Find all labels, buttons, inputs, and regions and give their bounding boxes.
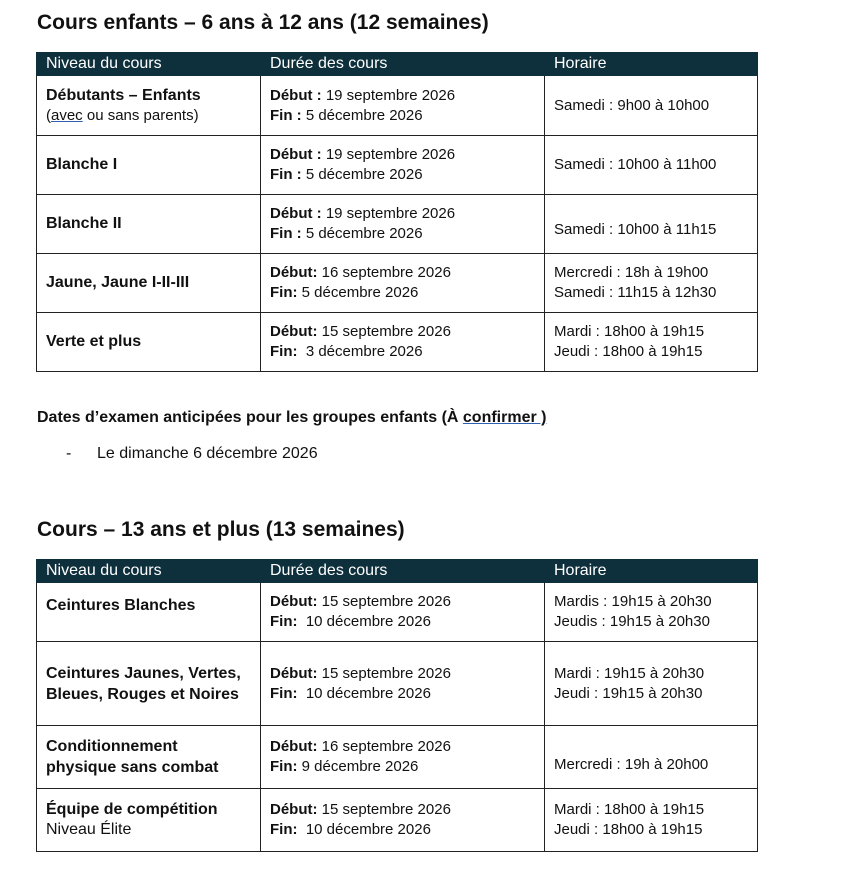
duration-cell: Début: 15 septembre 2026 Fin: 10 décembre 2026 bbox=[261, 789, 545, 852]
section1-title: Cours enfants – 6 ans à 12 ans (12 semaines) bbox=[37, 11, 489, 34]
table-row bbox=[37, 136, 758, 195]
duration-cell: Début: 16 septembre 2026 Fin: 9 décembre 2026 bbox=[261, 726, 545, 789]
schedule-cell: Mardi : 18h00 à 19h15 Jeudi : 18h00 à 19h15 bbox=[545, 313, 758, 372]
schedule-cell: Samedi : 10h00 à 11h00 bbox=[545, 136, 758, 195]
schedule-cell: Mardi : 19h15 à 20h30 Jeudi : 19h15 à 20h30 bbox=[545, 642, 758, 726]
level-cell: Verte et plus bbox=[37, 313, 261, 372]
header-schedule: Horaire bbox=[545, 560, 758, 583]
header-schedule: Horaire bbox=[545, 53, 758, 76]
level-note: (avec ou sans parents) bbox=[46, 106, 199, 124]
schedule-cell: Mardi : 18h00 à 19h15 Jeudi : 18h00 à 19h15 bbox=[545, 789, 758, 852]
level-note: Niveau Élite bbox=[46, 821, 132, 838]
duration-cell: Début: 15 septembre 2026 Fin: 3 décembre 2026 bbox=[261, 313, 545, 372]
table-row bbox=[37, 726, 758, 789]
level-name: Équipe de compétition bbox=[46, 801, 218, 818]
duration-cell: Début : 19 septembre 2026 Fin : 5 décembre 2026 bbox=[261, 136, 545, 195]
table-row bbox=[37, 313, 758, 372]
schedule-cell: Mercredi : 18h à 19h00 Samedi : 11h15 à 12h30 bbox=[545, 254, 758, 313]
table-header-row bbox=[37, 53, 758, 76]
table-row bbox=[37, 254, 758, 313]
schedule-cell: Samedi : 9h00 à 10h00 bbox=[545, 76, 758, 136]
table-row bbox=[37, 195, 758, 254]
table-header-row bbox=[37, 560, 758, 583]
level-cell: Blanche II bbox=[37, 195, 261, 254]
table-row bbox=[37, 642, 758, 726]
level-name: Débutants – Enfants bbox=[46, 86, 201, 104]
header-level: Niveau du cours bbox=[37, 560, 261, 583]
level-cell bbox=[37, 789, 261, 852]
header-level: Niveau du cours bbox=[37, 53, 261, 76]
table-row bbox=[37, 76, 758, 136]
level-cell bbox=[37, 76, 261, 136]
level-cell: Ceintures Blanches bbox=[37, 583, 261, 642]
teens-adults-schedule-table bbox=[36, 559, 758, 852]
header-duration: Durée des cours bbox=[261, 560, 545, 583]
exam-dates-title: Dates d’examen anticipées pour les groupes enfants (À confirmer ) bbox=[37, 409, 547, 426]
table-row bbox=[37, 789, 758, 852]
duration-cell: Début : 19 septembre 2026 Fin : 5 décembre 2026 bbox=[261, 195, 545, 254]
exam-date-item: - Le dimanche 6 décembre 2026 bbox=[66, 445, 318, 462]
level-cell: Jaune, Jaune I-II-III bbox=[37, 254, 261, 313]
level-cell: Blanche I bbox=[37, 136, 261, 195]
level-cell: Conditionnement physique sans combat bbox=[37, 726, 261, 789]
header-duration: Durée des cours bbox=[261, 53, 545, 76]
schedule-cell: Mercredi : 19h à 20h00 bbox=[545, 726, 758, 789]
duration-cell: Début: 15 septembre 2026 Fin: 10 décembre 2026 bbox=[261, 642, 545, 726]
kids-schedule-table bbox=[36, 52, 758, 372]
level-cell: Ceintures Jaunes, Vertes, Bleues, Rouges et Noires bbox=[37, 642, 261, 726]
schedule-cell: Mardis : 19h15 à 20h30 Jeudis : 19h15 à 20h30 bbox=[545, 583, 758, 642]
schedule-cell: Samedi : 10h00 à 11h15 bbox=[545, 195, 758, 254]
duration-cell: Début: 15 septembre 2026 Fin: 10 décembre 2026 bbox=[261, 583, 545, 642]
duration-cell: Début : 19 septembre 2026 Fin : 5 décembre 2026 bbox=[261, 76, 545, 136]
table-row bbox=[37, 583, 758, 642]
section2-title: Cours – 13 ans et plus (13 semaines) bbox=[37, 518, 405, 541]
duration-cell: Début: 16 septembre 2026 Fin: 5 décembre 2026 bbox=[261, 254, 545, 313]
